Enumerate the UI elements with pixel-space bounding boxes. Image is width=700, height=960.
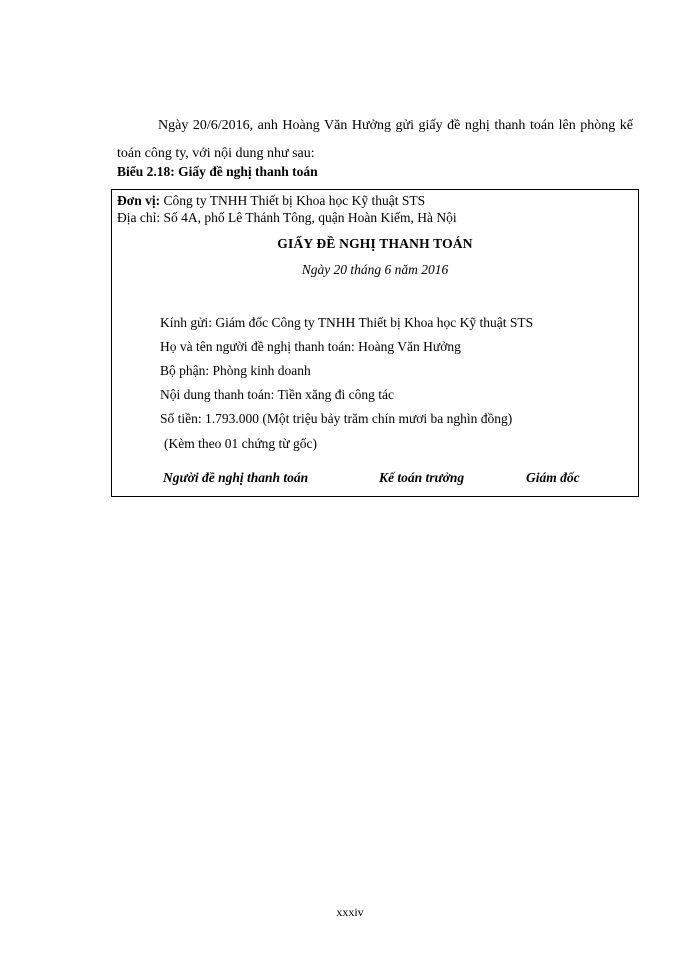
- signature-chief-accountant: Kế toán trưởng: [379, 470, 465, 485]
- content-field: Nội dung thanh toán: Tiền xăng đi công tác: [160, 387, 394, 402]
- attachment-field: (Kèm theo 01 chứng từ gốc): [164, 436, 317, 451]
- page-number: xxxiv: [336, 905, 364, 919]
- amount-field: Số tiền: 1.793.000 (Một triệu bảy trăm chín mươi ba nghìn đồng): [160, 411, 513, 426]
- unit-label: Đơn vị:: [117, 193, 161, 208]
- unit-line: [117, 192, 425, 209]
- intro-paragraph: [117, 112, 633, 168]
- signature-requester: Người đề nghị thanh toán: [163, 470, 309, 485]
- address-line: Địa chỉ: Số 4A, phố Lê Thánh Tông, quận Hoàn Kiếm, Hà Nội: [117, 210, 457, 225]
- unit-value: Công ty TNHH Thiết bị Khoa học Kỹ thuật STS: [160, 193, 426, 208]
- requester-field: Họ và tên người đề nghị thanh toán: Hoàng Văn Hưởng: [160, 339, 461, 354]
- figure-caption: Biểu 2.18: Giấy đề nghị thanh toán: [117, 164, 318, 179]
- department-field: Bộ phận: Phòng kinh doanh: [160, 363, 311, 378]
- form-date: Ngày 20 tháng 6 năm 2016: [301, 262, 449, 277]
- intro-text: Ngày 20/6/2016, anh Hoàng Văn Hưởng gửi giấy đề nghị thanh toán lên phòng kế toán công ty, với nội dung như sau:: [117, 118, 633, 161]
- recipient-field: Kính gửi: Giám đốc Công ty TNHH Thiết bị Khoa học Kỹ thuật STS: [160, 315, 534, 330]
- payment-request-form: [111, 189, 639, 497]
- signature-director: Giám đốc: [526, 470, 580, 485]
- form-title: GIẤY ĐỀ NGHỊ THANH TOÁN: [277, 236, 473, 251]
